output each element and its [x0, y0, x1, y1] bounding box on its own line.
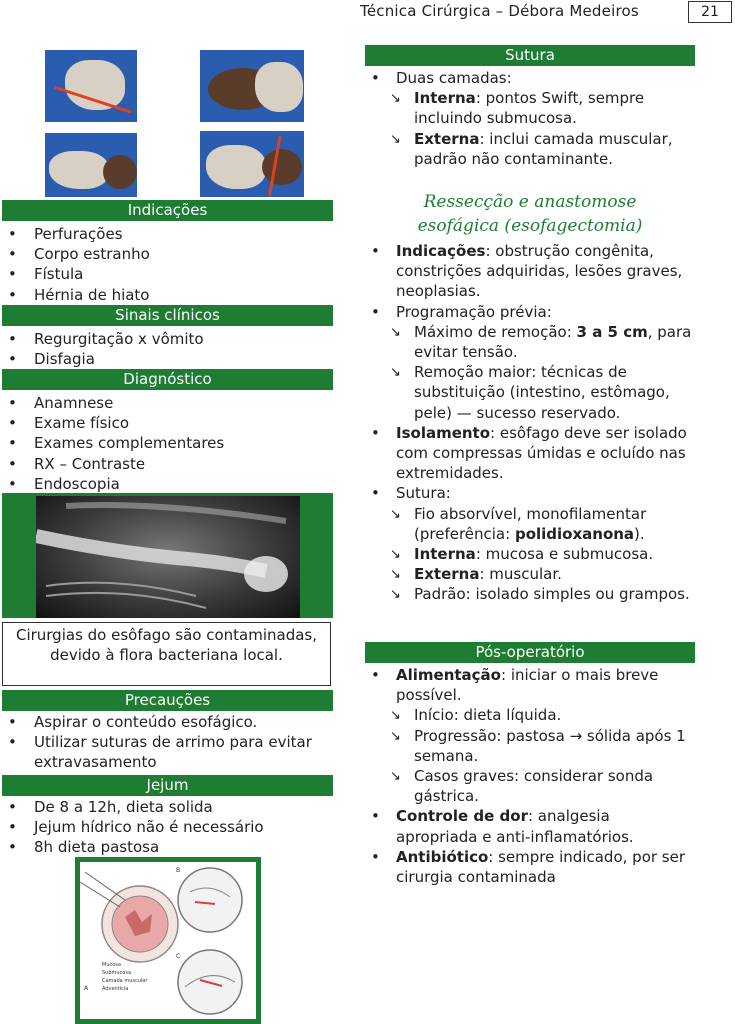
list-item: • Sutura: — [365, 483, 695, 503]
list-item: • De 8 a 12h, dieta solida — [0, 797, 330, 817]
list-item: • Aspirar o conteúdo esofágico. — [0, 712, 320, 732]
list-item: • Regurgitação x vômito — [0, 329, 330, 349]
diagram-drawing — [80, 862, 256, 1019]
indicacoes-list — [0, 224, 330, 305]
list-item: • Controle de dor: analgesia apropriada e anti-inflamatórios. — [365, 806, 695, 846]
section-heading-sinais-clinicos: Sinais clínicos — [2, 305, 333, 326]
label-adventicia: Adventícia — [102, 986, 129, 992]
list-item: ↘ Fio absorvível, monofilamentar (preferência: polidioxanona). — [365, 504, 695, 544]
precaucoes-list — [0, 712, 320, 773]
list-item: • Exame físico — [0, 413, 330, 433]
list-item: • Duas camadas: — [365, 68, 695, 88]
page-header-title: Técnica Cirúrgica – Débora Medeiros — [360, 2, 639, 20]
list-item: ↘ Interna: mucosa e submucosa. — [365, 544, 695, 564]
list-item: • Corpo estranho — [0, 244, 330, 264]
list-item: ↘ Interna: pontos Swift, sempre incluindo submucosa. — [365, 88, 695, 128]
list-item: • Exames complementares — [0, 433, 330, 453]
section-heading-indicacoes: Indicações — [2, 200, 333, 221]
list-item: • Isolamento: esôfago deve ser isolado com compressas úmidas e ocluído nas extremidades. — [365, 423, 695, 484]
list-item: • RX – Contraste — [0, 454, 330, 474]
resseccao-list — [365, 241, 695, 605]
list-item: • Alimentação: iniciar o mais breve possível. — [365, 665, 695, 705]
section-heading-jejum: Jejum — [2, 775, 333, 796]
list-item: ↘ Máximo de remoção: 3 a 5 cm, para evitar tensão. — [365, 322, 695, 362]
surgery-photo-1 — [45, 50, 137, 122]
surgery-photo-2 — [200, 50, 304, 122]
surgery-photo-4 — [200, 131, 304, 197]
section-heading-precaucoes: Precauções — [2, 690, 333, 711]
list-item: • Fístula — [0, 264, 330, 284]
list-item: ↘ Padrão: isolado simples ou grampos. — [365, 584, 695, 604]
label-a: A — [84, 985, 89, 992]
label-camada-muscular: Camada muscular — [102, 978, 148, 984]
sutura-list — [365, 68, 695, 169]
list-item: ↘ Externa: inclui camada muscular, padrão não contaminante. — [365, 129, 695, 169]
list-item: • Hérnia de hiato — [0, 285, 330, 305]
diagnostico-list — [0, 393, 330, 494]
list-item: • Jejum hídrico não é necessário — [0, 817, 330, 837]
label-submucosa: Submucosa — [102, 970, 132, 976]
jejum-list — [0, 797, 330, 858]
section-heading-pos-operatorio: Pós-operatório — [365, 642, 695, 663]
page-number: 21 — [688, 1, 732, 23]
list-item: • Utilizar suturas de arrimo para evitar extravasamento — [0, 732, 320, 772]
esophagus-diagram — [75, 857, 261, 1024]
label-c: C — [176, 953, 181, 960]
section-title-resseccao: Ressecção e anastomose esofágica (esofagectomia) — [417, 192, 643, 236]
section-heading-diagnostico: Diagnóstico — [2, 369, 333, 390]
sinais-list — [0, 329, 330, 369]
list-item: • Endoscopia — [0, 474, 330, 494]
list-item: • Disfagia — [0, 349, 330, 369]
list-item: • 8h dieta pastosa — [0, 837, 330, 857]
list-item: • Indicações: obstrução congênita, constrições adquiridas, lesões graves, neoplasias. — [365, 241, 695, 302]
posop-list — [365, 665, 695, 887]
surgery-photo-3 — [45, 133, 137, 197]
list-item: ↘ Remoção maior: técnicas de substituição (intestino, estômago, pele) — sucesso reservado. — [365, 362, 695, 423]
xray-drawing — [36, 496, 300, 618]
list-item: • Anamnese — [0, 393, 330, 413]
list-item: ↘ Início: dieta líquida. — [365, 705, 695, 725]
list-item: • Programação prévia: — [365, 302, 695, 322]
label-mucosa: Mucosa — [102, 962, 121, 968]
section-heading-sutura: Sutura — [365, 45, 695, 66]
list-item: • Antibiótico: sempre indicado, por ser cirurgia contaminada — [365, 847, 695, 887]
list-item: ↘ Progressão: pastosa → sólida após 1 semana. — [365, 726, 695, 766]
list-item: ↘ Casos graves: considerar sonda gástrica. — [365, 766, 695, 806]
contamination-note: Cirurgias do esôfago são contaminadas, devido à flora bacteriana local. — [2, 622, 331, 686]
label-b: B — [176, 867, 181, 874]
contrast-xray-image — [36, 496, 300, 618]
list-item: • Perfurações — [0, 224, 330, 244]
list-item: ↘ Externa: muscular. — [365, 564, 695, 584]
